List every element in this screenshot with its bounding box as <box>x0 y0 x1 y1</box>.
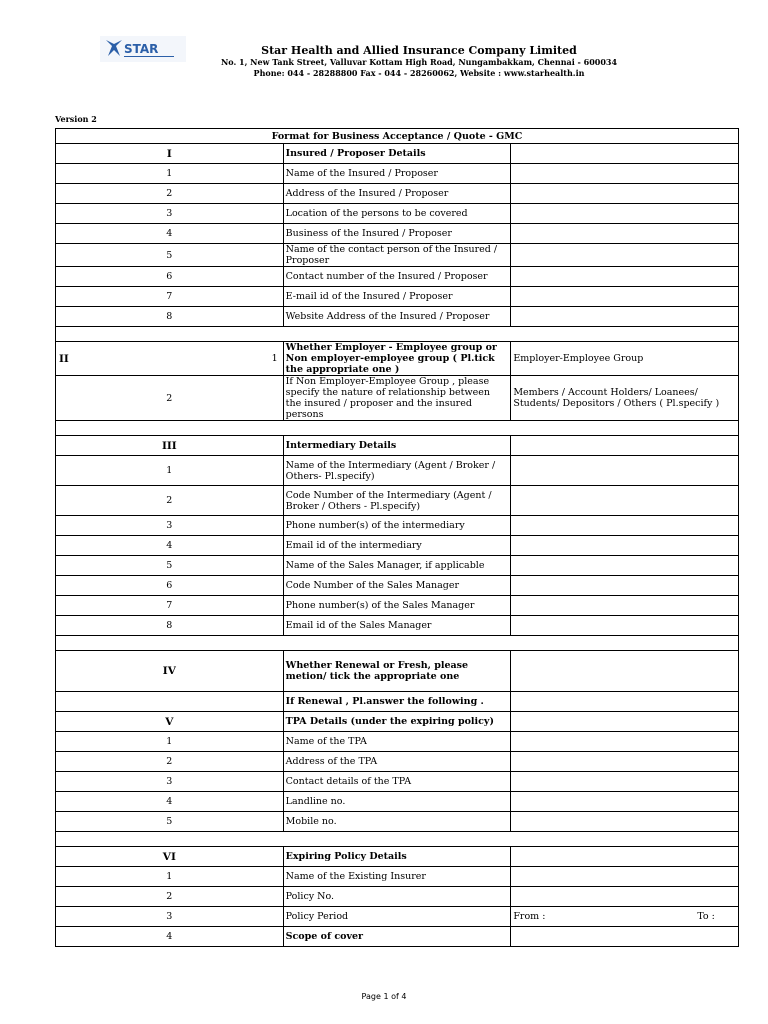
row-number: 2 <box>56 887 284 907</box>
answer-cell[interactable] <box>511 204 739 224</box>
answer-cell[interactable] <box>511 576 739 596</box>
answer-cell[interactable] <box>511 927 739 947</box>
spacer-row <box>56 421 739 436</box>
answer-cell[interactable]: Members / Account Holders/ Loanees/ Students/ Depositors / Others ( Pl.specify ) <box>511 376 739 421</box>
answer-cell[interactable] <box>511 307 739 327</box>
form-version: Version 2 <box>55 114 97 124</box>
row-label: Name of the Intermediary (Agent / Broker / Others- Pl.specify) <box>283 456 511 486</box>
row-number: 1 <box>271 352 278 364</box>
business-acceptance-form <box>55 128 739 947</box>
table-row <box>56 596 739 616</box>
spacer-row <box>56 636 739 651</box>
answer-cell[interactable] <box>511 267 739 287</box>
section-header-row <box>56 436 739 456</box>
answer-cell[interactable] <box>511 712 739 732</box>
section-number: V <box>56 712 284 732</box>
row-number: 5 <box>56 244 284 267</box>
row-number: 2 <box>56 184 284 204</box>
row-label: Whether Employer - Employee group or Non employer-employee group ( Pl.tick the appropriate one ) <box>283 342 511 376</box>
row-number: 4 <box>56 224 284 244</box>
table-row <box>56 792 739 812</box>
answer-cell[interactable] <box>511 651 739 692</box>
row-number: 3 <box>56 204 284 224</box>
answer-cell[interactable] <box>511 144 739 164</box>
row-number: 1 <box>56 867 284 887</box>
answer-cell[interactable] <box>511 556 739 576</box>
period-from-label: From : <box>513 911 546 922</box>
answer-cell[interactable] <box>511 887 739 907</box>
row-label: Address of the Insured / Proposer <box>283 184 511 204</box>
section-number: III <box>56 436 284 456</box>
answer-cell[interactable] <box>511 184 739 204</box>
row-number: 1 <box>56 732 284 752</box>
answer-cell[interactable] <box>511 847 739 867</box>
row-number: 6 <box>56 576 284 596</box>
table-row <box>56 927 739 947</box>
answer-cell[interactable] <box>511 516 739 536</box>
spacer-cell <box>56 832 739 847</box>
answer-cell[interactable] <box>511 164 739 184</box>
table-row <box>56 376 739 421</box>
row-number: 8 <box>56 616 284 636</box>
spacer-cell <box>56 636 739 651</box>
section-header-row <box>56 144 739 164</box>
row-number: 5 <box>56 812 284 832</box>
table-row <box>56 224 739 244</box>
answer-cell[interactable] <box>511 224 739 244</box>
policy-period-cell[interactable] <box>511 907 739 927</box>
row-label: Name of the TPA <box>283 732 511 752</box>
spacer-row <box>56 832 739 847</box>
row-number: 3 <box>56 772 284 792</box>
table-row <box>56 204 739 224</box>
section-number: I <box>56 144 284 164</box>
table-row <box>56 486 739 516</box>
spacer-cell <box>56 421 739 436</box>
section-number: II <box>59 352 69 365</box>
section-header-row <box>56 651 739 692</box>
row-label: Name of the Sales Manager, if applicable <box>283 556 511 576</box>
section-title: Insured / Proposer Details <box>283 144 511 164</box>
table-row <box>56 772 739 792</box>
row-label: Scope of cover <box>283 927 511 947</box>
section-title: Whether Renewal or Fresh, please metion/ tick the appropriate one <box>283 651 511 692</box>
table-row <box>56 907 739 927</box>
row-label: Name of the Insured / Proposer <box>283 164 511 184</box>
row-number: 5 <box>56 556 284 576</box>
row-label: Landline no. <box>283 792 511 812</box>
answer-cell[interactable] <box>511 772 739 792</box>
row-number: 1 <box>56 164 284 184</box>
form-title-row <box>56 129 739 144</box>
table-row <box>56 536 739 556</box>
table-row <box>56 616 739 636</box>
row-number: 3 <box>56 907 284 927</box>
row-number: 4 <box>56 536 284 556</box>
row-label: Email id of the intermediary <box>283 536 511 556</box>
svg-text:STAR: STAR <box>124 42 159 56</box>
row-number: 2 <box>56 486 284 516</box>
row-number: 7 <box>56 596 284 616</box>
table-row <box>56 456 739 486</box>
answer-cell[interactable] <box>511 536 739 556</box>
table-row <box>56 867 739 887</box>
answer-cell[interactable] <box>511 692 739 712</box>
section-title: Expiring Policy Details <box>283 847 511 867</box>
row-number: 7 <box>56 287 284 307</box>
answer-cell[interactable] <box>511 867 739 887</box>
table-row <box>56 812 739 832</box>
table-row <box>56 307 739 327</box>
row-number: 4 <box>56 792 284 812</box>
section-number: IV <box>56 651 284 692</box>
page-number: Page 1 of 4 <box>361 992 407 1001</box>
table-row <box>56 184 739 204</box>
spacer-cell <box>56 327 739 342</box>
company-header <box>0 44 768 79</box>
company-name: Star Health and Allied Insurance Company Limited <box>261 44 577 57</box>
answer-cell[interactable] <box>511 486 739 516</box>
renewal-note: If Renewal , Pl.answer the following . <box>283 692 511 712</box>
table-row <box>56 267 739 287</box>
answer-cell[interactable] <box>511 812 739 832</box>
row-label: Contact number of the Insured / Proposer <box>283 267 511 287</box>
section-number: VI <box>56 847 284 867</box>
table-row <box>56 887 739 907</box>
section-title: TPA Details (under the expiring policy) <box>283 712 511 732</box>
section-title: Intermediary Details <box>283 436 511 456</box>
table-row <box>56 244 739 267</box>
row-label: Code Number of the Sales Manager <box>283 576 511 596</box>
row-label: Code Number of the Intermediary (Agent / Broker / Others - Pl.specify) <box>283 486 511 516</box>
row-number: 4 <box>56 927 284 947</box>
row-label: Website Address of the Insured / Proposer <box>283 307 511 327</box>
row-number: 6 <box>56 267 284 287</box>
answer-cell[interactable] <box>511 616 739 636</box>
period-to-label: To : <box>697 911 715 922</box>
spacer-row <box>56 327 739 342</box>
row-number: 2 <box>56 376 284 421</box>
table-row <box>56 576 739 596</box>
table-row <box>56 516 739 536</box>
row-label: Policy No. <box>283 887 511 907</box>
answer-cell[interactable]: Employer-Employee Group <box>511 342 739 376</box>
row-number: 1 <box>56 456 284 486</box>
table-row <box>56 287 739 307</box>
table-row <box>56 342 739 376</box>
company-contact: Phone: 044 - 28288800 Fax - 044 - 28260062, Website : www.starhealth.in <box>253 68 585 78</box>
row-label: Location of the persons to be covered <box>283 204 511 224</box>
answer-cell[interactable] <box>511 792 739 812</box>
row-label: Email id of the Sales Manager <box>283 616 511 636</box>
section-header-row <box>56 847 739 867</box>
empty-cell <box>56 692 284 712</box>
answer-cell[interactable] <box>511 456 739 486</box>
table-row <box>56 556 739 576</box>
table-row <box>56 752 739 772</box>
note-row <box>56 692 739 712</box>
row-label: Address of the TPA <box>283 752 511 772</box>
row-label: Mobile no. <box>283 812 511 832</box>
answer-cell[interactable] <box>511 436 739 456</box>
answer-cell[interactable] <box>511 752 739 772</box>
company-address: No. 1, New Tank Street, Valluvar Kottam High Road, Nungambakkam, Chennai - 600034 <box>220 57 618 67</box>
answer-cell[interactable] <box>511 596 739 616</box>
row-number-cell <box>56 342 284 376</box>
answer-cell[interactable] <box>511 287 739 307</box>
table-row <box>56 732 739 752</box>
form-title: Format for Business Acceptance / Quote - GMC <box>56 129 739 144</box>
row-number: 8 <box>56 307 284 327</box>
row-label: E-mail id of the Insured / Proposer <box>283 287 511 307</box>
row-label: If Non Employer-Employee Group , please specify the nature of relationship between the insured / proposer and the insured persons <box>283 376 511 421</box>
row-label: Phone number(s) of the Sales Manager <box>283 596 511 616</box>
answer-cell[interactable] <box>511 244 739 267</box>
row-number: 3 <box>56 516 284 536</box>
answer-cell[interactable] <box>511 732 739 752</box>
row-label: Business of the Insured / Proposer <box>283 224 511 244</box>
row-label: Name of the Existing Insurer <box>283 867 511 887</box>
row-label: Phone number(s) of the intermediary <box>283 516 511 536</box>
table-row <box>56 164 739 184</box>
row-label: Contact details of the TPA <box>283 772 511 792</box>
section-header-row <box>56 712 739 732</box>
row-label: Policy Period <box>283 907 511 927</box>
row-label: Name of the contact person of the Insured / Proposer <box>283 244 511 267</box>
row-number: 2 <box>56 752 284 772</box>
